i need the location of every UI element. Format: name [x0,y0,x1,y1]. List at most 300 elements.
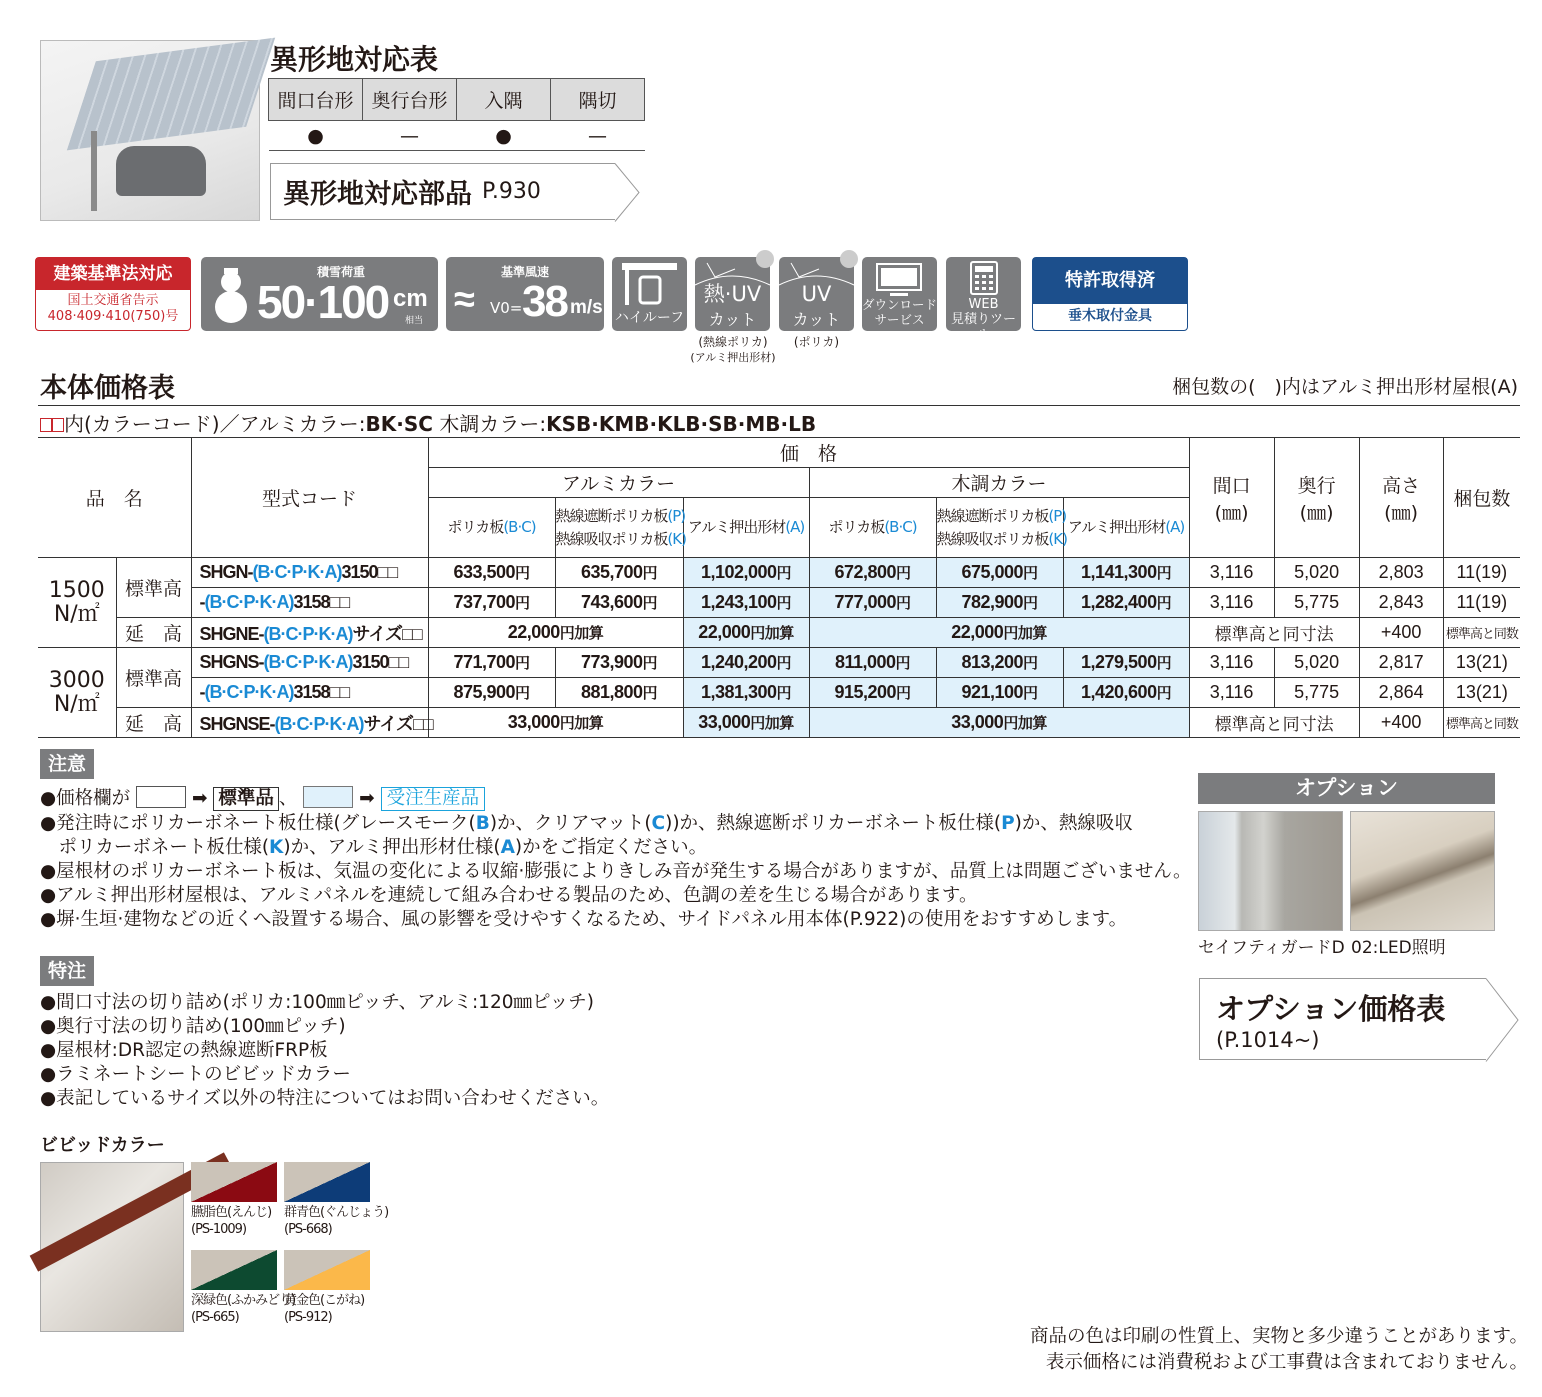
caution-notes [40,786,1191,932]
price-cell [683,678,809,708]
color-code-note [40,408,816,437]
price-value: 675,000 [961,562,1024,582]
price-value: 672,800 [834,562,897,582]
packs-cell: 13(21) [1443,648,1520,678]
price-cell [428,678,555,708]
irregular-value: ● [457,121,551,151]
depth-cell: 5,020 [1274,558,1359,588]
price-cell [555,588,683,618]
price-value: 771,700 [453,652,516,672]
price-value: 635,700 [580,562,643,582]
price-value: 1,102,000 [700,562,777,582]
code-suffix: サイズ□□ [363,713,433,734]
header-wood-color: 木調カラー [809,468,1189,498]
same-size-cell: 標準高と同寸法 [1189,708,1359,738]
label-line: ダウンロード [862,297,938,312]
irregular-value: ● [269,121,363,151]
code-suffix: 3150□□ [341,562,398,582]
packs-cell: 11(19) [1443,558,1520,588]
code-options: (B·C·P·K·A) [263,623,353,644]
add-price-cell [683,708,809,738]
header-label: 高さ [1382,474,1421,497]
add-unit: 円加算 [1003,625,1047,642]
same-size-cell: 標準高と同寸法 [1189,618,1359,648]
badge-caption: 基準風速 [500,265,549,279]
high-roof-icon [622,263,677,305]
code-prefix: SHGN- [199,562,253,582]
arrow-chevron-icon [615,163,641,222]
depth-cell: 5,775 [1274,678,1359,708]
price-value: 1,420,600 [1081,682,1157,702]
add-price-cell [683,618,809,648]
label-line: サービス [874,312,925,327]
divider [38,405,1520,406]
irregular-header: 隅切 [551,79,645,121]
price-cell [809,648,936,678]
width-cell: 3,116 [1189,648,1274,678]
color-name: 黄金色(こがね) [284,1293,365,1308]
standard-height-label: 標準高 [116,558,191,618]
carport-photo [40,40,260,221]
link-label: 異形地対応部品 [283,179,472,210]
header-label: 熱線吸収ポリカ板 [555,529,668,548]
width-cell: 3,116 [1189,588,1274,618]
yen-unit: 円 [1156,655,1172,672]
badge-sub: 垂木取付金具 [1068,308,1152,324]
header-label: ポリカ板 [447,518,504,536]
price-cell [936,648,1063,678]
badge-line: 国土交通省告示 [67,293,159,308]
download-service-badge [862,257,937,331]
height-cell: 2,864 [1359,678,1443,708]
option-caption: 02:LED照明 [1351,938,1446,958]
price-value: 813,200 [961,652,1024,672]
price-value: 1,141,300 [1081,562,1157,582]
extended-height-label: 延 高 [116,708,191,738]
price-value: 737,700 [453,592,516,612]
color-code: (PS-668) [284,1222,332,1237]
add-price-cell [428,618,683,648]
header-option: (B·C) [503,518,536,536]
yen-unit: 円 [515,685,530,702]
code-prefix: SHGNSE- [199,713,275,734]
footer-notes [1030,1324,1528,1376]
price-value: 921,100 [961,682,1024,702]
note-text: ●アルミ押出形材屋根は、アルミパネルを連続して組み合わせる製品のため、色調の差を生じる場合があります。 [40,885,978,906]
spec-letter: K [269,837,284,858]
header-option: (A) [785,518,805,536]
color-code: (PS-912) [284,1310,332,1325]
model-code [191,558,428,588]
price-value: 881,800 [580,682,643,702]
header-code: 型式コード [191,438,428,558]
yen-unit: 円 [1156,565,1172,582]
header-alum [683,498,809,558]
snow-unit: cm [393,285,428,312]
add-value: 22,000 [951,622,1004,642]
load-unit: N/㎡ [53,601,100,627]
color-label [284,1204,388,1238]
label-line: WEB [968,297,999,312]
yen-unit: 円 [642,565,658,582]
header-label: 熱線遮断ポリカ板 [936,506,1049,525]
packs-cell: 11(19) [1443,588,1520,618]
note-text: 木調カラー: [432,412,547,436]
note-item [40,908,1191,932]
model-code [191,588,428,618]
code-suffix: 3158□□ [293,682,350,702]
yen-unit: 円 [1023,655,1038,672]
note-text: ))か、熱線遮断ポリカーボネート板仕様( [665,813,1002,834]
price-cell [1063,678,1189,708]
table-row [38,558,1520,588]
yen-unit: 円 [642,655,658,672]
badge-label: カット [792,310,841,329]
snow-load-group [38,648,116,738]
code-options: (B·C·P·K·A) [263,652,353,672]
price-value: 1,381,300 [700,682,777,702]
wind-unit: m/s [570,297,603,318]
note-item [40,884,1191,908]
height-cell: 2,803 [1359,558,1443,588]
spec-letter: C [651,813,666,834]
header-label: アルミ押出形材 [687,518,786,536]
load-value: 3000 [48,667,105,693]
color-name: 臙脂色(えんじ) [191,1205,272,1220]
add-price-cell [809,618,1189,648]
price-cell [809,558,936,588]
code-suffix: 3150□□ [352,652,409,672]
yen-unit: 円 [1023,565,1038,582]
price-value: 1,243,100 [700,592,777,612]
high-roof-badge [612,257,687,331]
price-table [38,437,1520,738]
note-item [40,836,1191,860]
web-estimate-badge [946,257,1021,342]
alu-colors: BK·SC [365,412,433,436]
header-label: ポリカ板 [828,518,885,536]
add-value: 33,000 [507,712,560,732]
add-unit: 円加算 [750,625,794,642]
header-option: (B·C) [884,518,917,536]
header-heat [555,498,686,558]
badge-label: カット [708,310,757,329]
code-prefix: SHGNS- [199,652,264,672]
price-table-title: 本体価格表 [40,373,175,404]
irregular-value: — [363,121,457,151]
price-cell [555,648,683,678]
header-label: 熱線吸収ポリカ板 [936,529,1049,548]
irregular-header: 間口台形 [269,79,363,121]
header-unit: (㎜) [1214,501,1249,524]
note-text: ●塀·生垣·建物などの近くへ設置する場合、風の影響を受けやすくなるため、サイドパネル用本体(P.922)の使用をおすすめします。 [40,909,1128,930]
note-text: )かをご指定ください。 [514,837,708,858]
model-code [191,648,428,678]
wind-speed-badge [446,257,604,331]
yen-unit: 円 [776,685,792,702]
load-unit: N/㎡ [53,691,100,717]
price-value: 782,900 [961,592,1024,612]
snow-load-badge [201,257,438,331]
link-page: (P.1014~) [1216,1028,1320,1052]
footer-line: 商品の色は印刷の性質上、実物と多少違うことがあります。 [1029,1326,1528,1347]
color-label [284,1292,364,1326]
model-code [191,708,433,738]
standard-swatch [136,786,186,808]
note-text: ●価格欄が [40,788,131,809]
option-price-link[interactable] [1199,978,1486,1060]
add-price-cell [809,708,1189,738]
price-value: 1,240,200 [700,652,777,672]
code-suffix: 3158□□ [293,592,350,612]
price-cell [936,678,1063,708]
monitor-icon [876,263,922,297]
spec-letter: P [1001,813,1015,834]
patent-badge [1032,257,1188,331]
header-name: 品 名 [38,438,191,558]
color-code: (PS-1009) [191,1222,247,1237]
yen-unit: 円 [515,565,530,582]
header-label: アルミ押出形材 [1067,518,1166,536]
note-item: ●間口寸法の切り詰め(ポリカ:100㎜ピッチ、アルミ:120㎜ピッチ) [40,992,594,1013]
header-unit: (㎜) [1384,501,1418,524]
depth-cell: 5,020 [1274,648,1359,678]
note-text: )か、アルミ押出形材仕様( [283,837,501,858]
price-value: 875,900 [453,682,516,702]
color-swatch [284,1162,370,1202]
irregular-parts-link[interactable] [270,163,615,220]
option-caption: セイフティガードD [1198,938,1345,958]
yen-unit: 円 [776,595,792,612]
yen-unit: 円 [1156,685,1172,702]
note-text: 内(カラーコード)／アルミカラー: [64,412,366,436]
add-unit: 円加算 [1003,715,1047,732]
price-value: 633,500 [453,562,516,582]
wood-colors: KSB·KMB·KLB·SB·MB·LB [546,412,817,436]
badge-caption: 積雪荷重 [316,265,365,279]
header-depth [1274,438,1359,558]
led-light-photo [1350,811,1495,931]
color-label [191,1292,295,1326]
irregular-value: — [551,121,645,151]
yen-unit: 円 [642,595,658,612]
header-alu-color: アルミカラー [428,468,809,498]
color-name: 深緑色(ふかみどり) [191,1293,296,1308]
header-option: (A) [1165,518,1185,536]
yen-unit: 円 [776,655,792,672]
link-page: P.930 [482,179,541,204]
badge-label [946,297,1021,342]
options-title: オプション [1198,773,1495,804]
note-text: ●屋根材のポリカーボネート板は、気温の変化による収縮·膨張によりきしみ音が発生する場合がありますが、品質上は問題ございません。 [40,861,1192,882]
price-cell [1063,558,1189,588]
price-cell [936,588,1063,618]
wind-value: 38 [522,277,567,326]
irregular-header: 入隅 [457,79,551,121]
irregular-table [268,78,645,151]
special-notes [40,991,609,1111]
price-cell [428,558,555,588]
yen-unit: 円 [1156,595,1172,612]
badge-label: 熱·UV [703,282,762,306]
height-cell: +400 [1359,708,1443,738]
label-line: 見積りツール [950,312,1016,342]
link-label: オプション価格表 [1216,992,1446,1026]
note-item: ●奥行寸法の切り詰め(100㎜ピッチ) [40,1016,346,1037]
header-poly [428,498,555,558]
header-price: 価 格 [428,438,1189,468]
price-cell [809,678,936,708]
note-item: ●ラミネートシートのビビッドカラー [40,1064,351,1085]
add-price-cell [428,708,683,738]
price-cell [683,648,809,678]
color-swatch [191,1250,277,1290]
price-cell [683,558,809,588]
code-prefix: SHGNE- [199,623,264,644]
model-code [191,618,428,648]
yen-unit: 円 [776,565,792,582]
note-text: ポリカーボネート板仕様( [40,837,270,858]
price-value: 1,282,400 [1081,592,1157,612]
legend-line [40,786,1191,812]
price-cell [1063,588,1189,618]
badge-title: 建築基準法対応 [36,258,190,290]
table-row [38,618,1520,648]
note-item: ●表記しているサイズ以外の特注についてはお問い合わせください。 [40,1088,610,1109]
add-value: 22,000 [698,622,751,642]
snow-note: 相当 [405,316,424,326]
building-law-badge [35,257,191,331]
badge-label: UV [801,282,832,306]
model-code [191,678,428,708]
color-name: 群青色(ぐんじょう) [284,1205,389,1220]
code-prefix: - [199,592,205,612]
table-row [38,678,1520,708]
add-value: 22,000 [507,622,560,642]
header-alum [1063,498,1189,558]
table-row [38,588,1520,618]
note-text: ●発注時にポリカーボネート板仕様(グレースモーク( [40,813,476,834]
price-cell [428,588,555,618]
height-cell: 2,843 [1359,588,1443,618]
header-unit: (㎜) [1299,501,1334,524]
code-options: (B·C·P·K·A) [204,592,294,612]
spec-letter: A [500,837,515,858]
add-unit: 円加算 [559,625,604,642]
wind-icon: ≈ [454,279,475,321]
add-unit: 円加算 [750,715,794,732]
standard-height-label: 標準高 [116,648,191,708]
header-width [1189,438,1274,558]
price-value: 777,000 [834,592,897,612]
note-line: (熱線ポリカ) [698,335,768,349]
irregular-header: 奥行台形 [363,79,457,121]
code-options: (B·C·P·K·A) [204,682,294,702]
add-value: 33,000 [951,712,1004,732]
price-cell [809,588,936,618]
price-cell [683,588,809,618]
price-cell [1063,648,1189,678]
price-cell [936,558,1063,588]
load-value: 1500 [48,577,105,603]
note-item [40,860,1191,884]
note-text: 、 [278,788,298,809]
uv-cut-badge [779,257,854,331]
header-option: (K) [667,529,686,548]
spec-letter: B [475,813,490,834]
vivid-sample-photo [40,1162,184,1332]
price-cell [555,558,683,588]
note-text: )か、熱線吸収 [1014,813,1133,834]
yen-unit: 円 [1023,595,1038,612]
safety-guard-photo [1198,811,1343,931]
irregular-title: 異形地対応表 [270,43,439,76]
color-swatch [191,1162,277,1202]
price-value: 743,600 [580,592,643,612]
heat-uv-cut-badge [695,257,770,331]
yen-unit: 円 [1023,685,1038,702]
packs-cell: 標準高と同数 [1443,708,1520,738]
header-height [1359,438,1443,558]
badge-title: 特許取得済 [1033,258,1187,304]
heat-uv-note [690,334,776,366]
height-cell: +400 [1359,618,1443,648]
snowman-icon [211,265,251,325]
header-label: 奥行 [1297,474,1336,497]
width-cell: 3,116 [1189,558,1274,588]
yen-unit: 円 [515,655,530,672]
price-value: 915,200 [834,682,897,702]
yen-unit: 円 [515,595,530,612]
header-heat [936,498,1067,558]
width-cell: 3,116 [1189,678,1274,708]
add-value: 33,000 [698,712,751,732]
price-value: 811,000 [834,652,896,672]
code-prefix: - [199,682,205,702]
arrow-icon: ➡ [191,788,208,809]
yen-unit: 円 [896,565,911,582]
note-text: )か、クリアマット( [489,813,652,834]
caution-title: 注意 [40,749,94,779]
code-options: (B·C·P·K·A) [252,562,342,582]
note-item [40,812,1191,836]
arrow-icon: ➡ [359,788,375,809]
arrow-chevron-icon [1486,978,1520,1062]
table-row [38,708,1520,738]
badge-label [862,297,937,327]
height-cell: 2,817 [1359,648,1443,678]
yen-unit: 円 [896,595,911,612]
color-swatch [284,1250,370,1290]
uv-note: (ポリカ) [793,335,840,349]
code-options: (B·C·P·K·A) [274,713,364,734]
extended-height-label: 延 高 [116,618,191,648]
order-label: 受注生産品 [381,787,486,811]
header-option: (K) [1048,529,1067,548]
price-cell [555,678,683,708]
depth-cell: 5,775 [1274,588,1359,618]
pack-note: 梱包数の( )内はアルミ押出形材屋根(A) [1172,376,1518,398]
vivid-title: ビビッドカラー [40,1135,165,1156]
add-unit: 円加算 [559,715,604,732]
price-value: 773,900 [580,652,643,672]
packs-cell: 13(21) [1443,678,1520,708]
wind-prefix: V0= [490,299,523,317]
badge-label: ハイルーフ [614,310,685,326]
standard-label: 標準品 [213,787,279,811]
table-row [38,648,1520,678]
price-value: 1,279,500 [1081,652,1157,672]
